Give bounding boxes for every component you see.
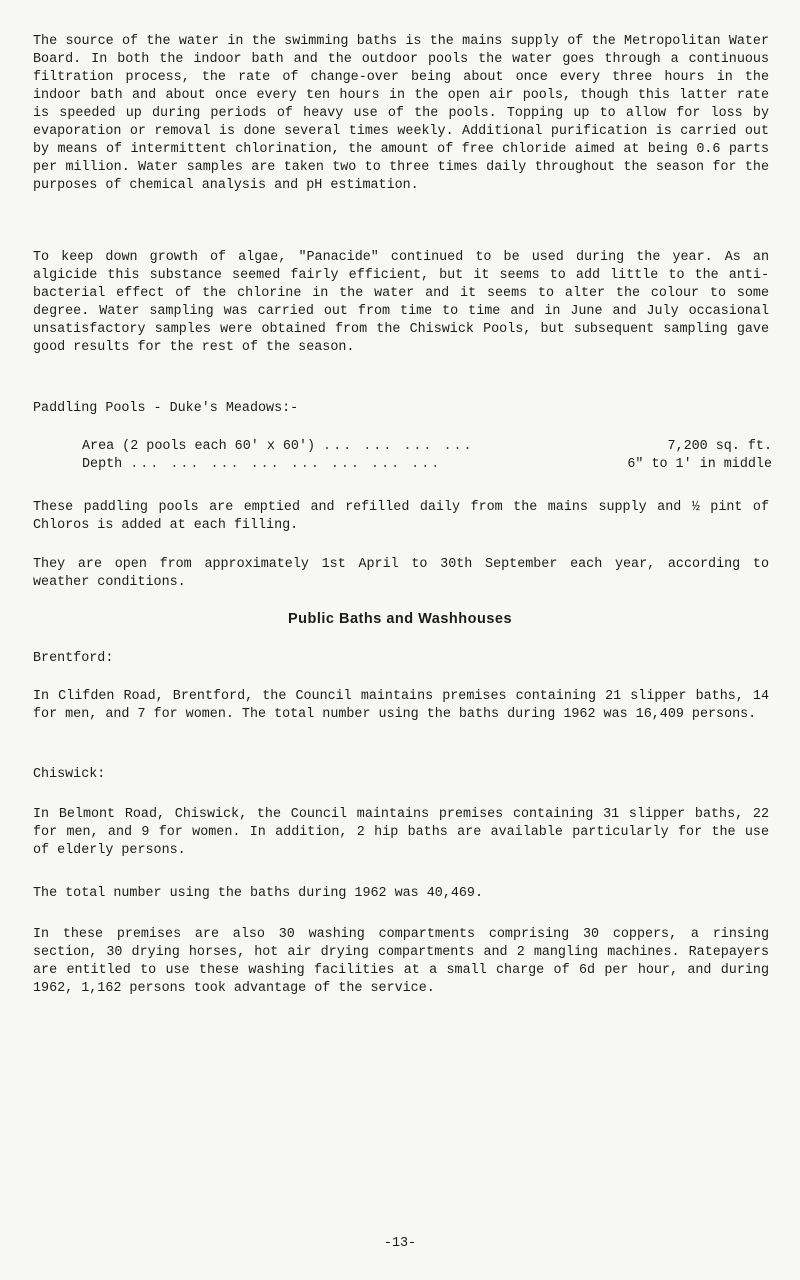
paragraph-emptied: These paddling pools are emptied and refilled daily from the mains supply and ½ pint of Chloros is added at each filling. [33, 500, 769, 533]
depth-label: Depth [82, 457, 123, 472]
paddling-pools-label: Paddling Pools - Duke's Meadows:- [33, 401, 299, 416]
paragraph-washing: In these premises are also 30 washing compartments comprising 30 coppers, a rinsing section, 30 drying horses, hot air drying compartments and 2 mangling machines. Ratepayers are entitled to use these washing facilities at a small charge of 6d per hour, and during 1962, 1,162 persons took advantage of the service. [33, 927, 769, 996]
paragraph-water-source: The source of the water in the swimming baths is the mains supply of the Metropolitan Water Board. In both the indoor bath and the outdoor pools the water goes through a continuous filtration process, the rate of change-over being about once every three hours in the indoor bath and about once every ten hours in the open air pools, though this latter rate is speeded up during periods of heavy use of the pools. Topping up to allow for loss by evaporation or removal is done several times weekly. Additional purification is carried out by means of intermittent chlorination, the amount of free chloride aimed at being 0.6 parts per million. Water samples are taken two to three times daily throughout the season for the purposes of chemical analysis and pH estimation. [33, 34, 769, 193]
area-value: 7,200 sq. ft. [667, 439, 772, 454]
area-label: Area (2 pools each 60' x 60') [82, 439, 316, 454]
paragraph-open-period: They are open from approximately 1st April to 30th September each year, according to weather conditions. [33, 557, 769, 590]
depth-leader-dots: ... ... ... ... ... ... ... ... [130, 457, 442, 472]
depth-row [82, 456, 772, 474]
area-row [82, 438, 772, 456]
page-number: -13- [383, 1236, 417, 1251]
area-leader-dots: ... ... ... ... [323, 439, 474, 454]
paragraph-algae: To keep down growth of algae, "Panacide" continued to be used during the year. As an algicide this substance seemed fairly efficient, but it seems to add little to the anti-bacterial effect of the chlorine in the water and it seems to alter the colour to some degree. Water sampling was carried out from time to time and in June and July occasional unsatisfactory samples were obtained from the Chiswick Pools, but subsequent sampling gave good results for the rest of the season. [33, 250, 769, 355]
section-heading: Public Baths and Washhouses [287, 611, 513, 627]
paragraph-clifden: In Clifden Road, Brentford, the Council maintains premises containing 21 slipper baths, 14 for men, and 7 for women. The total number using the baths during 1962 was 16,409 persons. [33, 689, 769, 722]
paragraph-belmont: In Belmont Road, Chiswick, the Council maintains premises containing 31 slipper baths, 22 for men, and 9 for women. In addition, 2 hip baths are available particularly for the use of elderly persons. [33, 807, 769, 858]
brentford-label: Brentford: [33, 651, 114, 666]
depth-value: 6" to 1' in middle [627, 457, 772, 472]
chiswick-label: Chiswick: [33, 767, 106, 782]
paragraph-chiswick-total: The total number using the baths during 1962 was 40,469. [33, 886, 483, 901]
